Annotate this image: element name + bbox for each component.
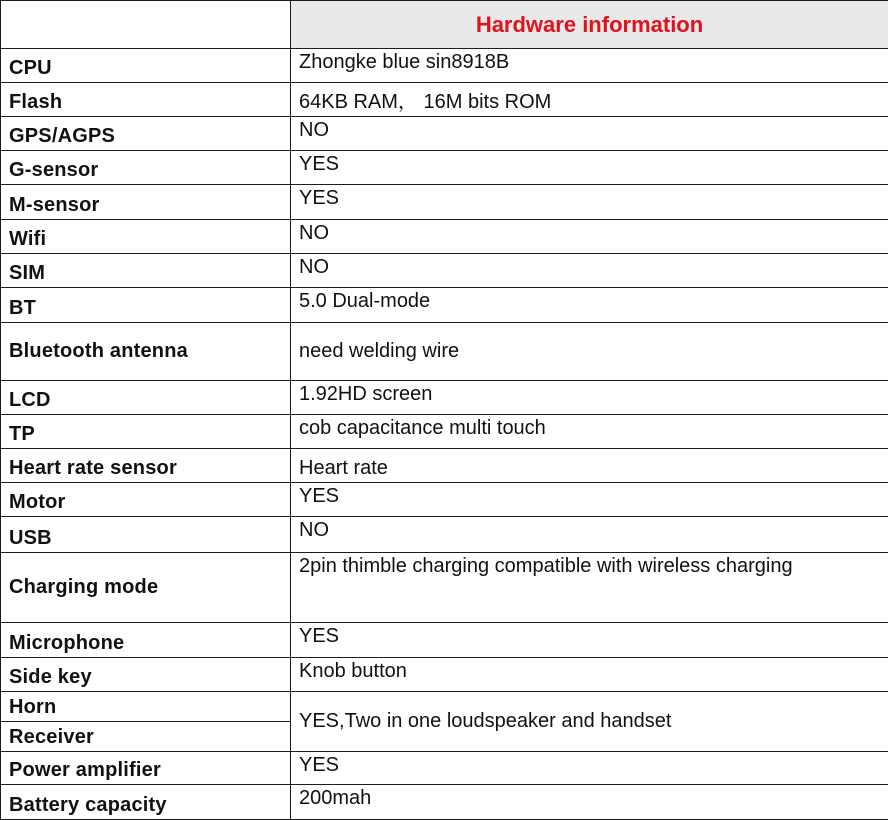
- spec-key-usb: USB: [1, 517, 291, 552]
- spec-value-m-sensor: YES: [291, 185, 888, 220]
- spec-value-flash: 64KB RAM， 16M bits ROM: [291, 83, 888, 117]
- spec-key-tp: TP: [1, 415, 291, 449]
- spec-value-charging-mode: 2pin thimble charging compatible with wireless charging: [291, 552, 888, 622]
- spec-value-battery-capacity: 200mah: [291, 784, 888, 819]
- table-row: [1, 483, 888, 517]
- table-row: [1, 49, 888, 83]
- table-row: [1, 381, 888, 415]
- spec-key-bluetooth-antenna: Bluetooth antenna: [1, 323, 291, 381]
- spec-value-cpu: Zhongke blue sin8918B: [291, 49, 888, 83]
- spec-value-wifi: NO: [291, 220, 888, 254]
- spec-key-horn: Horn: [1, 691, 291, 721]
- spec-value-bluetooth-antenna: need welding wire: [291, 323, 888, 381]
- spec-key-power-amplifier: Power amplifier: [1, 751, 291, 784]
- spec-value-heart-rate-sensor: Heart rate: [291, 449, 888, 483]
- table-row: [1, 622, 888, 657]
- spec-key-battery-capacity: Battery capacity: [1, 784, 291, 819]
- spec-value-sim: NO: [291, 254, 888, 288]
- spec-value-microphone: YES: [291, 622, 888, 657]
- table-row: [1, 657, 888, 691]
- table-row: [1, 254, 888, 288]
- table-row: [1, 691, 888, 721]
- spec-key-flash: Flash: [1, 83, 291, 117]
- spec-key-bt: BT: [1, 288, 291, 323]
- spec-key-m-sensor: M-sensor: [1, 185, 291, 220]
- table-row: [1, 323, 888, 381]
- spec-value-tp: cob capacitance multi touch: [291, 415, 888, 449]
- spec-key-cpu: CPU: [1, 49, 291, 83]
- spec-value-motor: YES: [291, 483, 888, 517]
- spec-value-usb: NO: [291, 517, 888, 552]
- spec-value-lcd: 1.92HD screen: [291, 381, 888, 415]
- spec-key-microphone: Microphone: [1, 622, 291, 657]
- table-row: [1, 185, 888, 220]
- table-row: [1, 784, 888, 819]
- table-row: [1, 83, 888, 117]
- spec-key-heart-rate-sensor: Heart rate sensor: [1, 449, 291, 483]
- table-row: [1, 415, 888, 449]
- table-row: [1, 288, 888, 323]
- spec-key-receiver: Receiver: [1, 721, 291, 751]
- table-title: Hardware information: [291, 1, 888, 49]
- spec-key-wifi: Wifi: [1, 220, 291, 254]
- spec-value-power-amplifier: YES: [291, 751, 888, 784]
- title-row: [1, 1, 888, 49]
- table-row: [1, 449, 888, 483]
- table-row: [1, 517, 888, 552]
- spec-key-g-sensor: G-sensor: [1, 151, 291, 185]
- spec-key-sim: SIM: [1, 254, 291, 288]
- spec-key-charging-mode: Charging mode: [1, 552, 291, 622]
- spec-value-side-key: Knob button: [291, 657, 888, 691]
- table-row: [1, 751, 888, 784]
- spec-key-gps: GPS/AGPS: [1, 117, 291, 151]
- spec-value-bt: 5.0 Dual-mode: [291, 288, 888, 323]
- spec-value-gps: NO: [291, 117, 888, 151]
- table-row: [1, 151, 888, 185]
- table-row: [1, 552, 888, 622]
- table-row: [1, 220, 888, 254]
- spec-key-side-key: Side key: [1, 657, 291, 691]
- spec-value-g-sensor: YES: [291, 151, 888, 185]
- spec-key-motor: Motor: [1, 483, 291, 517]
- spec-key-lcd: LCD: [1, 381, 291, 415]
- table-row: [1, 117, 888, 151]
- spec-value-horn-receiver: YES,Two in one loudspeaker and handset: [291, 691, 888, 751]
